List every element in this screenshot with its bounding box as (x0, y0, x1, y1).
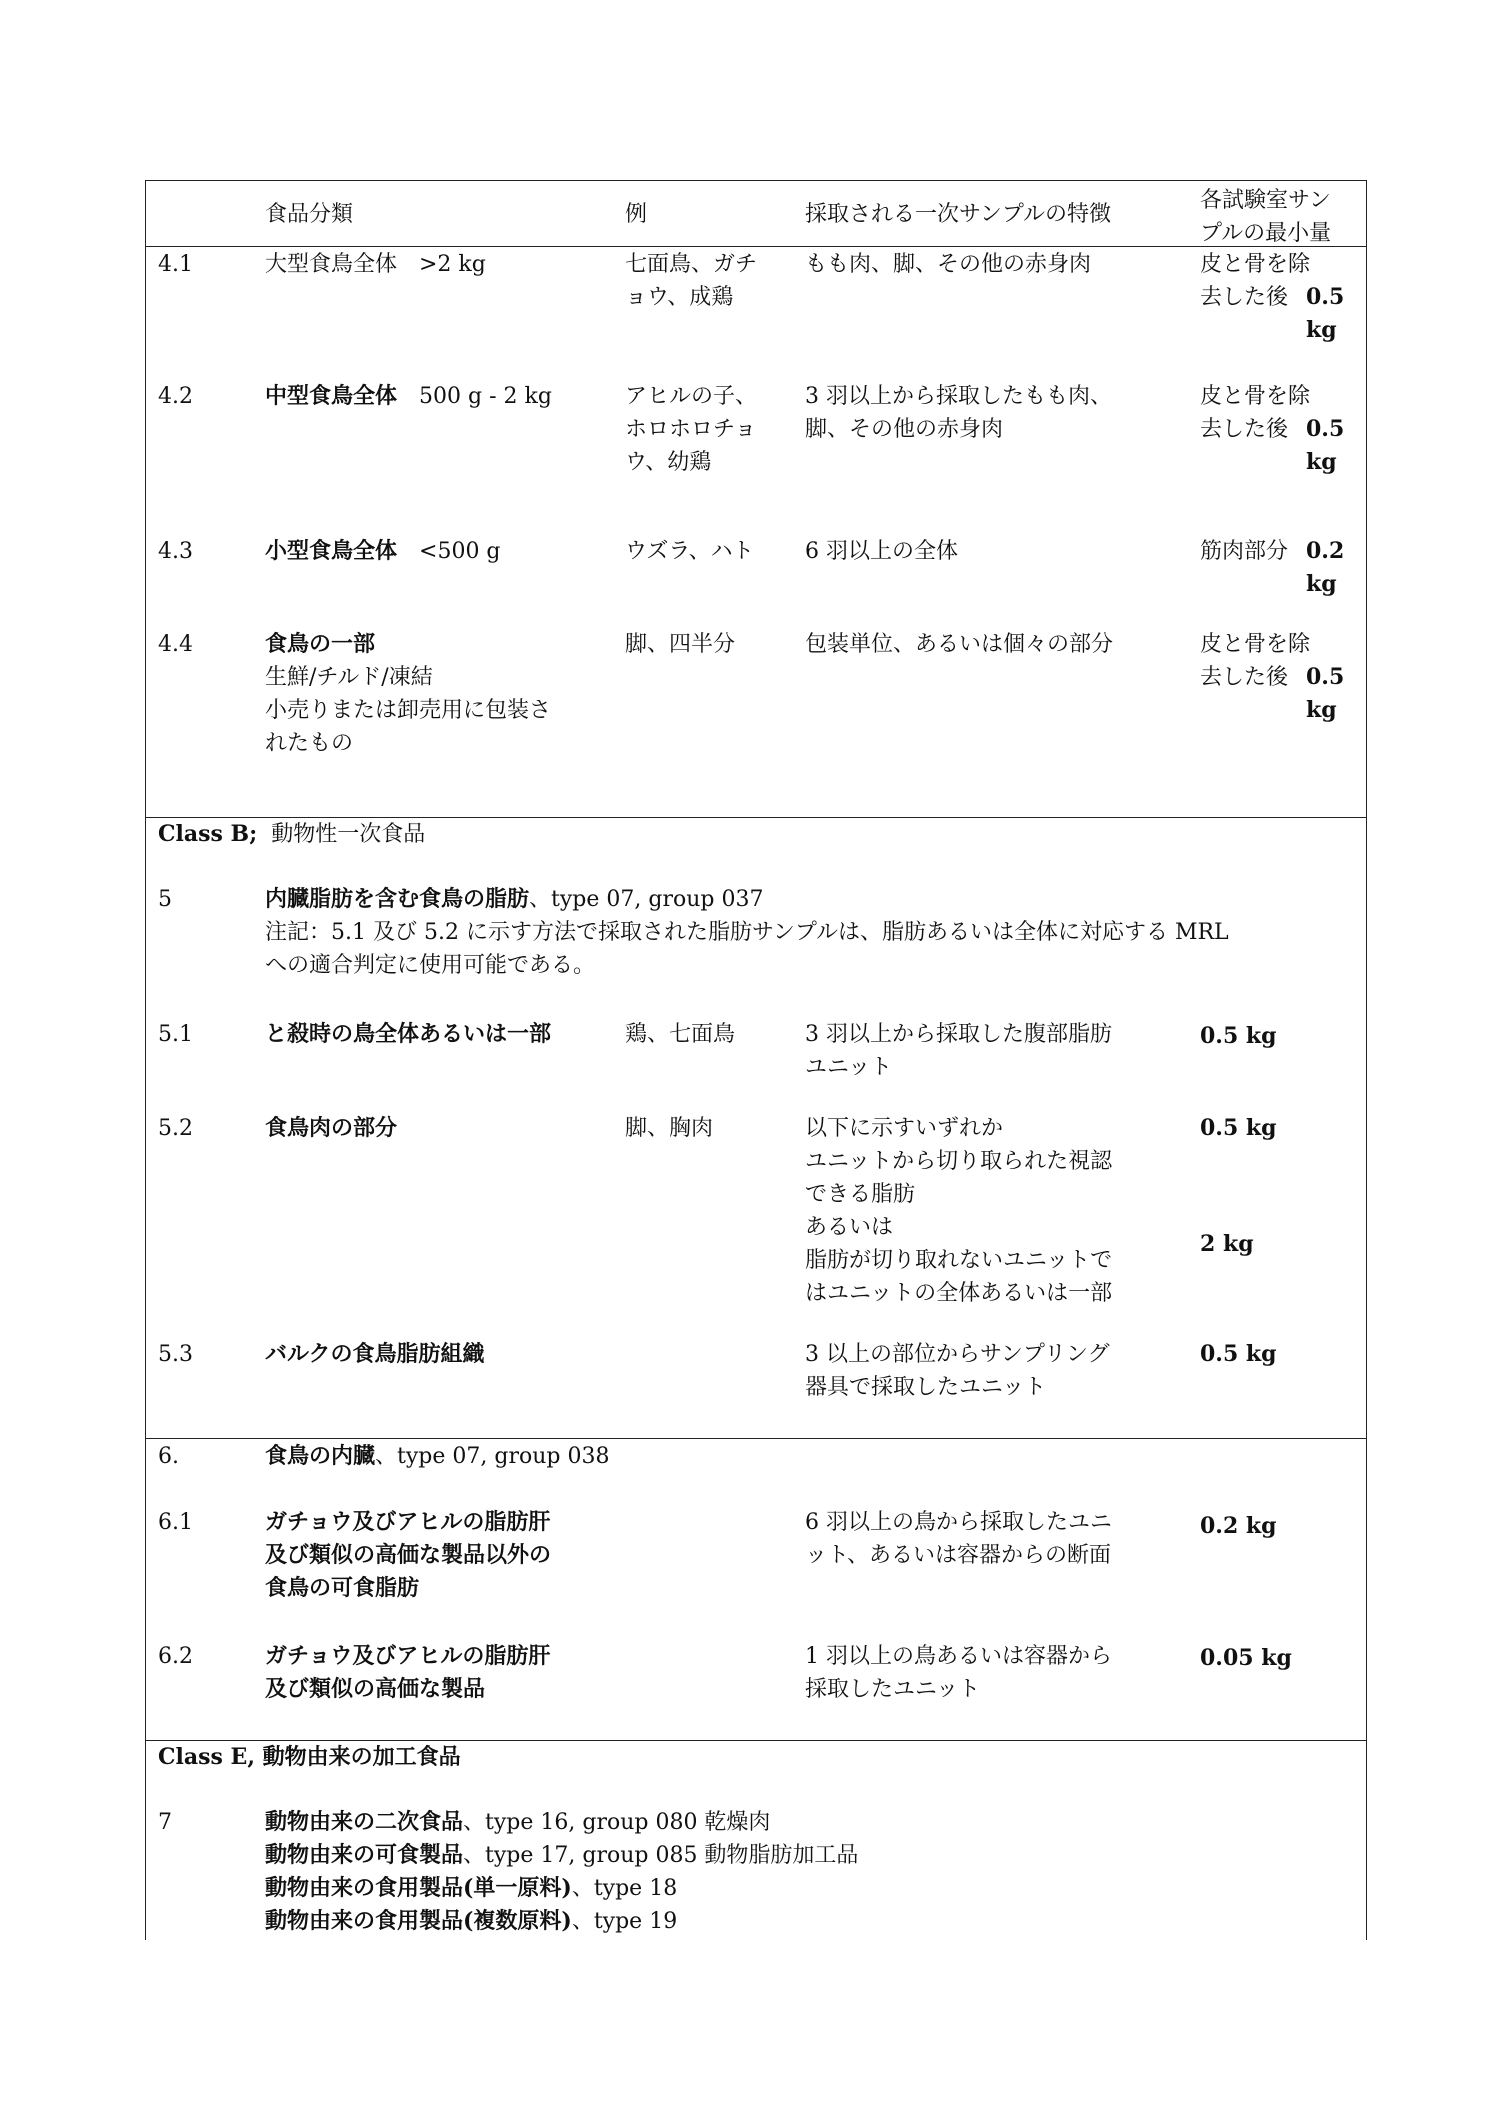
classe-line: 動物由来の食用製品(単一原料)、type 18 (265, 1875, 678, 1901)
row-min-text: 皮と骨を除 去した後 (1200, 252, 1311, 310)
header-primary: 採取される一次サンプルの特徴 (805, 202, 1112, 227)
row-min-value: 0.5 kg (1306, 664, 1345, 723)
row-example: アヒルの子、 ホロホロチョ ウ、幼鶏 (625, 384, 758, 475)
group-no: 6. (158, 1444, 179, 1469)
row-category: ガチョウ及びアヒルの脂肪肝 及び類似の高価な製品以外の 食鳥の可食脂肪 (265, 1509, 552, 1601)
row-category-detail: 生鮮/チルド/凍結 小売りまたは卸売用に包装さ れたもの (265, 665, 552, 756)
classb-title: Class B; 動物性一次食品 (158, 821, 426, 847)
row-min-value: 0.5 kg (1200, 1023, 1277, 1049)
classe-title: Class E, 動物由来の加工食品 (158, 1744, 461, 1770)
row-min-value: 0.05 kg (1200, 1645, 1292, 1671)
row-min-text: 皮と骨を除 去した後 (1200, 632, 1311, 690)
row-example: ウズラ、ハト (625, 539, 755, 564)
header-minimum: 各試験室サン プルの最小量 (1200, 188, 1332, 246)
classe-line: 動物由来の可食製品、type 17, group 085 動物脂肪加工品 (265, 1842, 859, 1868)
row-primary: 以下に示すいずれか ユニットから切り取られた視認 できる脂肪 あるいは 脂肪が切り取れないユニットで はユニットの全体あるいは一部 (805, 1116, 1113, 1306)
row-primary: 3 羽以上から採取したもも肉、 脚、その他の赤身肉 (805, 384, 1112, 442)
row-min-value-alt: 2 kg (1200, 1231, 1254, 1257)
row-no: 5.1 (158, 1022, 193, 1047)
header-divider (145, 246, 1367, 247)
row-min-text: 筋肉部分 (1200, 539, 1289, 564)
row-primary: 6 羽以上の鳥から採取したユニ ット、あるいは容器からの断面 (805, 1510, 1112, 1568)
row-category: 小型食鳥全体 <500 g (265, 538, 501, 564)
row-min-value: 0.5 kg (1200, 1115, 1277, 1141)
row-example: 七面鳥、ガチ ョウ、成鶏 (625, 252, 758, 310)
row-no: 4.4 (158, 632, 193, 657)
row-min-value: 0.2 kg (1306, 538, 1345, 597)
row-primary: 3 羽以上から採取した腹部脂肪 ユニット (805, 1022, 1112, 1080)
row-no: 5.2 (158, 1116, 193, 1141)
row-min-value: 0.2 kg (1200, 1513, 1277, 1539)
group-title: 食鳥の内臓、type 07, group 038 (265, 1443, 610, 1469)
group-no: 5 (158, 887, 172, 912)
row-no: 4.3 (158, 539, 193, 564)
row-example: 脚、胸肉 (625, 1116, 714, 1141)
group-note: 注記：5.1 及び 5.2 に示す方法で採取された脂肪サンプルは、脂肪あるいは全体に対応する MRL への適合判定に使用可能である。 (265, 920, 1229, 978)
group-title: 内臓脂肪を含む食鳥の脂肪、type 07, group 037 (265, 886, 764, 912)
row-primary: 6 羽以上の全体 (805, 539, 958, 564)
row-primary: 3 以上の部位からサンプリング 器具で採取したユニット (805, 1342, 1110, 1400)
row-min-value: 0.5 kg (1306, 284, 1345, 343)
row-no: 5.3 (158, 1342, 193, 1367)
row-category: 食鳥の一部 (265, 631, 376, 657)
row-example: 鶏、七面鳥 (625, 1022, 736, 1047)
row-min-value: 0.5 kg (1306, 416, 1345, 475)
row-example: 脚、四半分 (625, 632, 736, 657)
row-min-value: 0.5 kg (1200, 1341, 1277, 1367)
row-no: 6.1 (158, 1510, 193, 1535)
group-no: 7 (158, 1810, 172, 1835)
classe-line: 動物由来の二次食品、type 16, group 080 乾燥肉 (265, 1809, 771, 1835)
classe-line: 動物由来の食用製品(複数原料)、type 19 (265, 1908, 678, 1934)
row-category: 中型食鳥全体 500 g - 2 kg (265, 383, 552, 409)
row-category: ガチョウ及びアヒルの脂肪肝 及び類似の高価な製品 (265, 1643, 551, 1702)
row-category: 食鳥肉の部分 (265, 1115, 398, 1141)
row-category: 大型食鳥全体 >2 kg (265, 252, 486, 277)
row-category: と殺時の鳥全体あるいは一部 (265, 1021, 552, 1047)
row-primary: 包装単位、あるいは個々の部分 (805, 632, 1114, 657)
row-no: 4.1 (158, 252, 193, 277)
row-primary: もも肉、脚、その他の赤身肉 (805, 252, 1092, 277)
row-category: バルクの食鳥脂肪組織 (265, 1341, 485, 1367)
row-no: 4.2 (158, 384, 193, 409)
row-primary: 1 羽以上の鳥あるいは容器から 採取したユニット (805, 1644, 1112, 1702)
row-no: 6.2 (158, 1644, 193, 1669)
group6-divider (145, 1438, 1367, 1439)
header-example: 例 (625, 202, 648, 227)
row-min-text: 皮と骨を除 去した後 (1200, 384, 1311, 442)
header-category: 食品分類 (265, 202, 354, 227)
